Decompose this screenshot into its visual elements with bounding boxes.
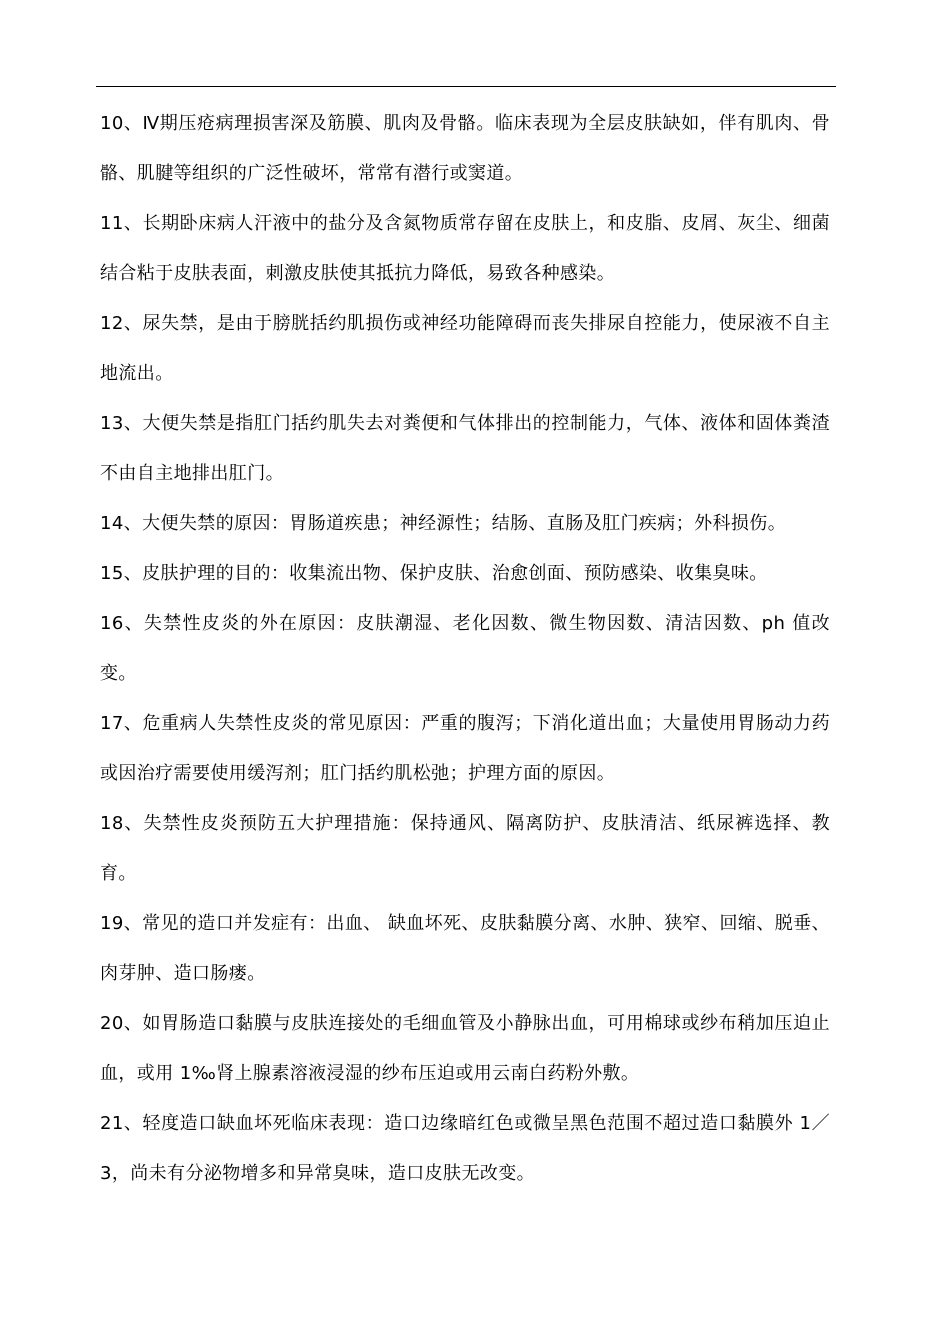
paragraph-13: 13、大便失禁是指肛门括约肌失去对粪便和气体排出的控制能力，气体、液体和固体粪渣不由自主地排出肛门。	[100, 413, 830, 484]
paragraph-20: 20、如胃肠造口黏膜与皮肤连接处的毛细血管及小静脉出血，可用棉球或纱布稍加压迫止血，或用 1‰肾上腺素溶液浸湿的纱布压迫或用云南白药粉外敷。	[100, 1013, 830, 1084]
paragraph-15: 15、皮肤护理的目的：收集流出物、保护皮肤、治愈创面、预防感染、收集臭味。	[100, 563, 768, 584]
document-body	[100, 99, 830, 1199]
paragraph-11: 11、长期卧床病人汗液中的盐分及含氮物质常存留在皮肤上，和皮脂、皮屑、灰尘、细菌结合粘于皮肤表面，刺激皮肤使其抵抗力降低，易致各种感染。	[100, 213, 830, 284]
paragraph-14: 14、大便失禁的原因：胃肠道疾患；神经源性；结肠、直肠及肛门疾病；外科损伤。	[100, 513, 787, 534]
paragraph-17: 17、危重病人失禁性皮炎的常见原因：严重的腹泻；下消化道出血；大量使用胃肠动力药或因治疗需要使用缓泻剂；肛门括约肌松弛；护理方面的原因。	[100, 713, 830, 784]
paragraph-16: 16、失禁性皮炎的外在原因：皮肤潮湿、老化因数、微生物因数、清洁因数、ph 值改变。	[100, 613, 830, 684]
header-rule	[96, 86, 836, 87]
paragraph-21: 21、轻度造口缺血坏死临床表现：造口边缘暗红色或微呈黑色范围不超过造口黏膜外 1／3，尚未有分泌物增多和异常臭味，造口皮肤无改变。	[100, 1113, 830, 1184]
paragraph-10: 10、Ⅳ期压疮病理损害深及筋膜、肌肉及骨骼。临床表现为全层皮肤缺如，伴有肌肉、骨骼、肌腱等组织的广泛性破坏，常常有潜行或窦道。	[100, 113, 830, 184]
paragraph-18: 18、失禁性皮炎预防五大护理措施：保持通风、隔离防护、皮肤清洁、纸尿裤选择、教育。	[100, 813, 830, 884]
paragraph-12: 12、尿失禁，是由于膀胱括约肌损伤或神经功能障碍而丧失排尿自控能力，使尿液不自主地流出。	[100, 313, 830, 384]
paragraph-19: 19、常见的造口并发症有：出血、 缺血坏死、皮肤黏膜分离、水肿、狭窄、回缩、脱垂、肉芽肿、造口肠瘘。	[100, 913, 830, 984]
